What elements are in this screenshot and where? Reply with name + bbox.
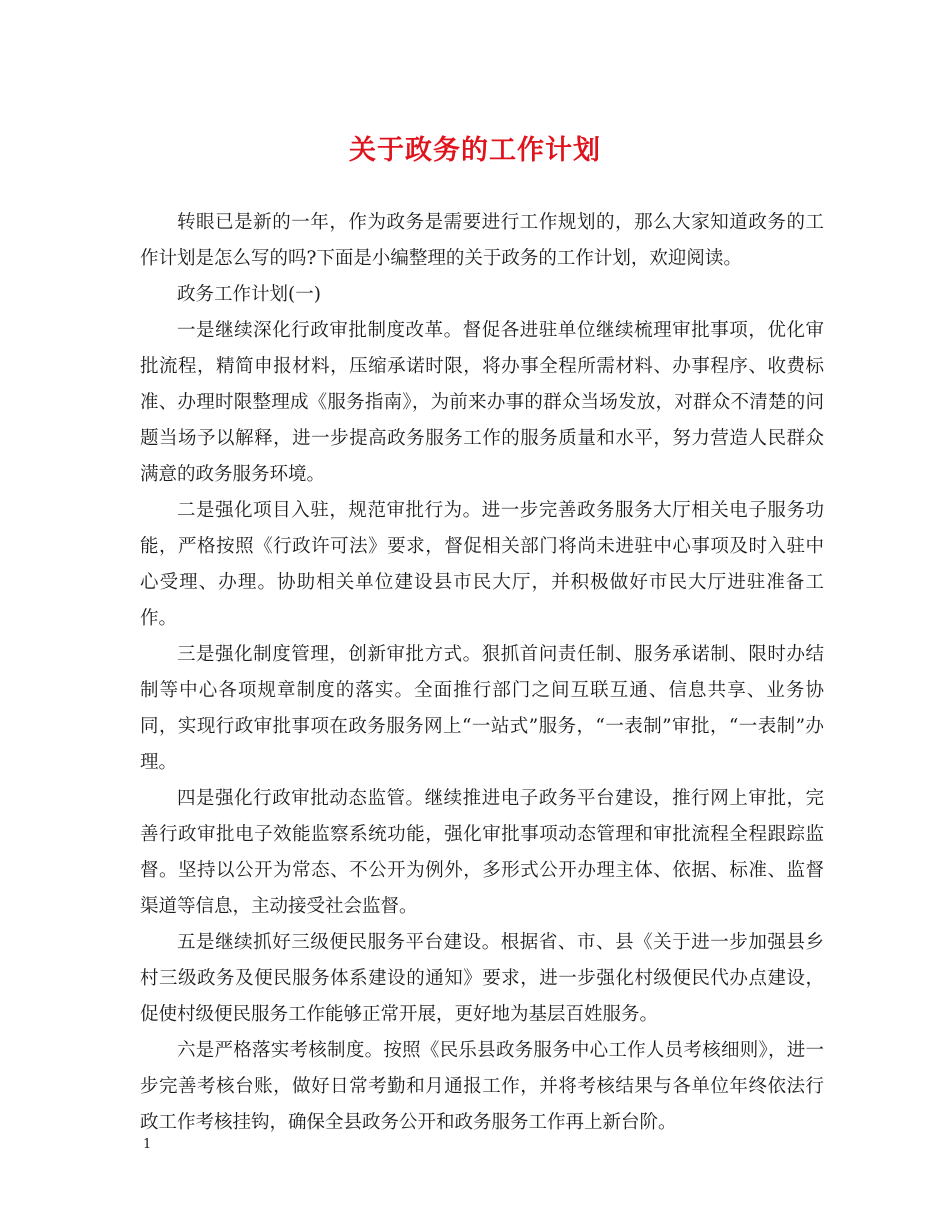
document-title: 关于政务的工作计划 — [349, 135, 601, 166]
paragraph-item-6: 六是严格落实考核制度。按照《民乐县政务服务中心工作人员考核细则》，进一步完善考核台账，做好日常考勤和月通报工作，并将考核结果与各单位年终依法行政工作考核挂钩，确保全县政务公开和政务服务工作再上新台阶。 — [140, 1040, 824, 1133]
paragraph-item-2: 二是强化项目入驻，规范审批行为。进一步完善政务服务大厅相关电子服务功能，严格按照《行政许可法》要求，督促相关部门将尚未进驻中心事项及时入驻中心受理、办理。协助相关单位建设县市民大厅，并积极做好市民大厅进驻准备工作。 — [140, 500, 824, 629]
paragraph-item-4: 四是强化行政审批动态监管。继续推进电子政务平台建设，推行网上审批，完善行政审批电子效能监察系统功能，强化审批事项动态管理和审批流程全程跟踪监督。坚持以公开为常态、不公开为例外，多形式公开办理主体、依据、标准、监督渠道等信息，主动接受社会监督。 — [140, 788, 824, 917]
paragraph-item-5: 五是继续抓好三级便民服务平台建设。根据省、市、县《关于进一步加强县乡村三级政务及便民服务体系建设的通知》要求，进一步强化村级便民代办点建设，促使村级便民服务工作能够正常开展，更好地为基层百姓服务。 — [140, 932, 824, 1025]
page-number: 1 — [143, 1137, 152, 1152]
paragraph-item-3: 三是强化制度管理，创新审批方式。狠抓首问责任制、服务承诺制、限时办结制等中心各项规章制度的落实。全面推行部门之间互联互通、信息共享、业务协同，实现行政审批事项在政务服务网上“一站式”服务，“一表制”审批，“一表制”办理。 — [140, 644, 824, 773]
paragraph-item-1: 一是继续深化行政审批制度改革。督促各进驻单位继续梳理审批事项，优化审批流程，精简申报材料，压缩承诺时限，将办事全程所需材料、办事程序、收费标准、办理时限整理成《服务指南》，为前来办事的群众当场发放，对群众不清楚的问题当场予以解释，进一步提高政务服务工作的服务质量和水平，努力营造人民群众满意的政务服务环境。 — [140, 320, 824, 485]
paragraph-intro: 转眼已是新的一年，作为政务是需要进行工作规划的，那么大家知道政务的工作计划是怎么写的吗?下面是小编整理的关于政务的工作计划，欢迎阅读。 — [140, 212, 824, 269]
document-body — [140, 205, 824, 1141]
section-heading: 政务工作计划(一) — [177, 284, 321, 305]
